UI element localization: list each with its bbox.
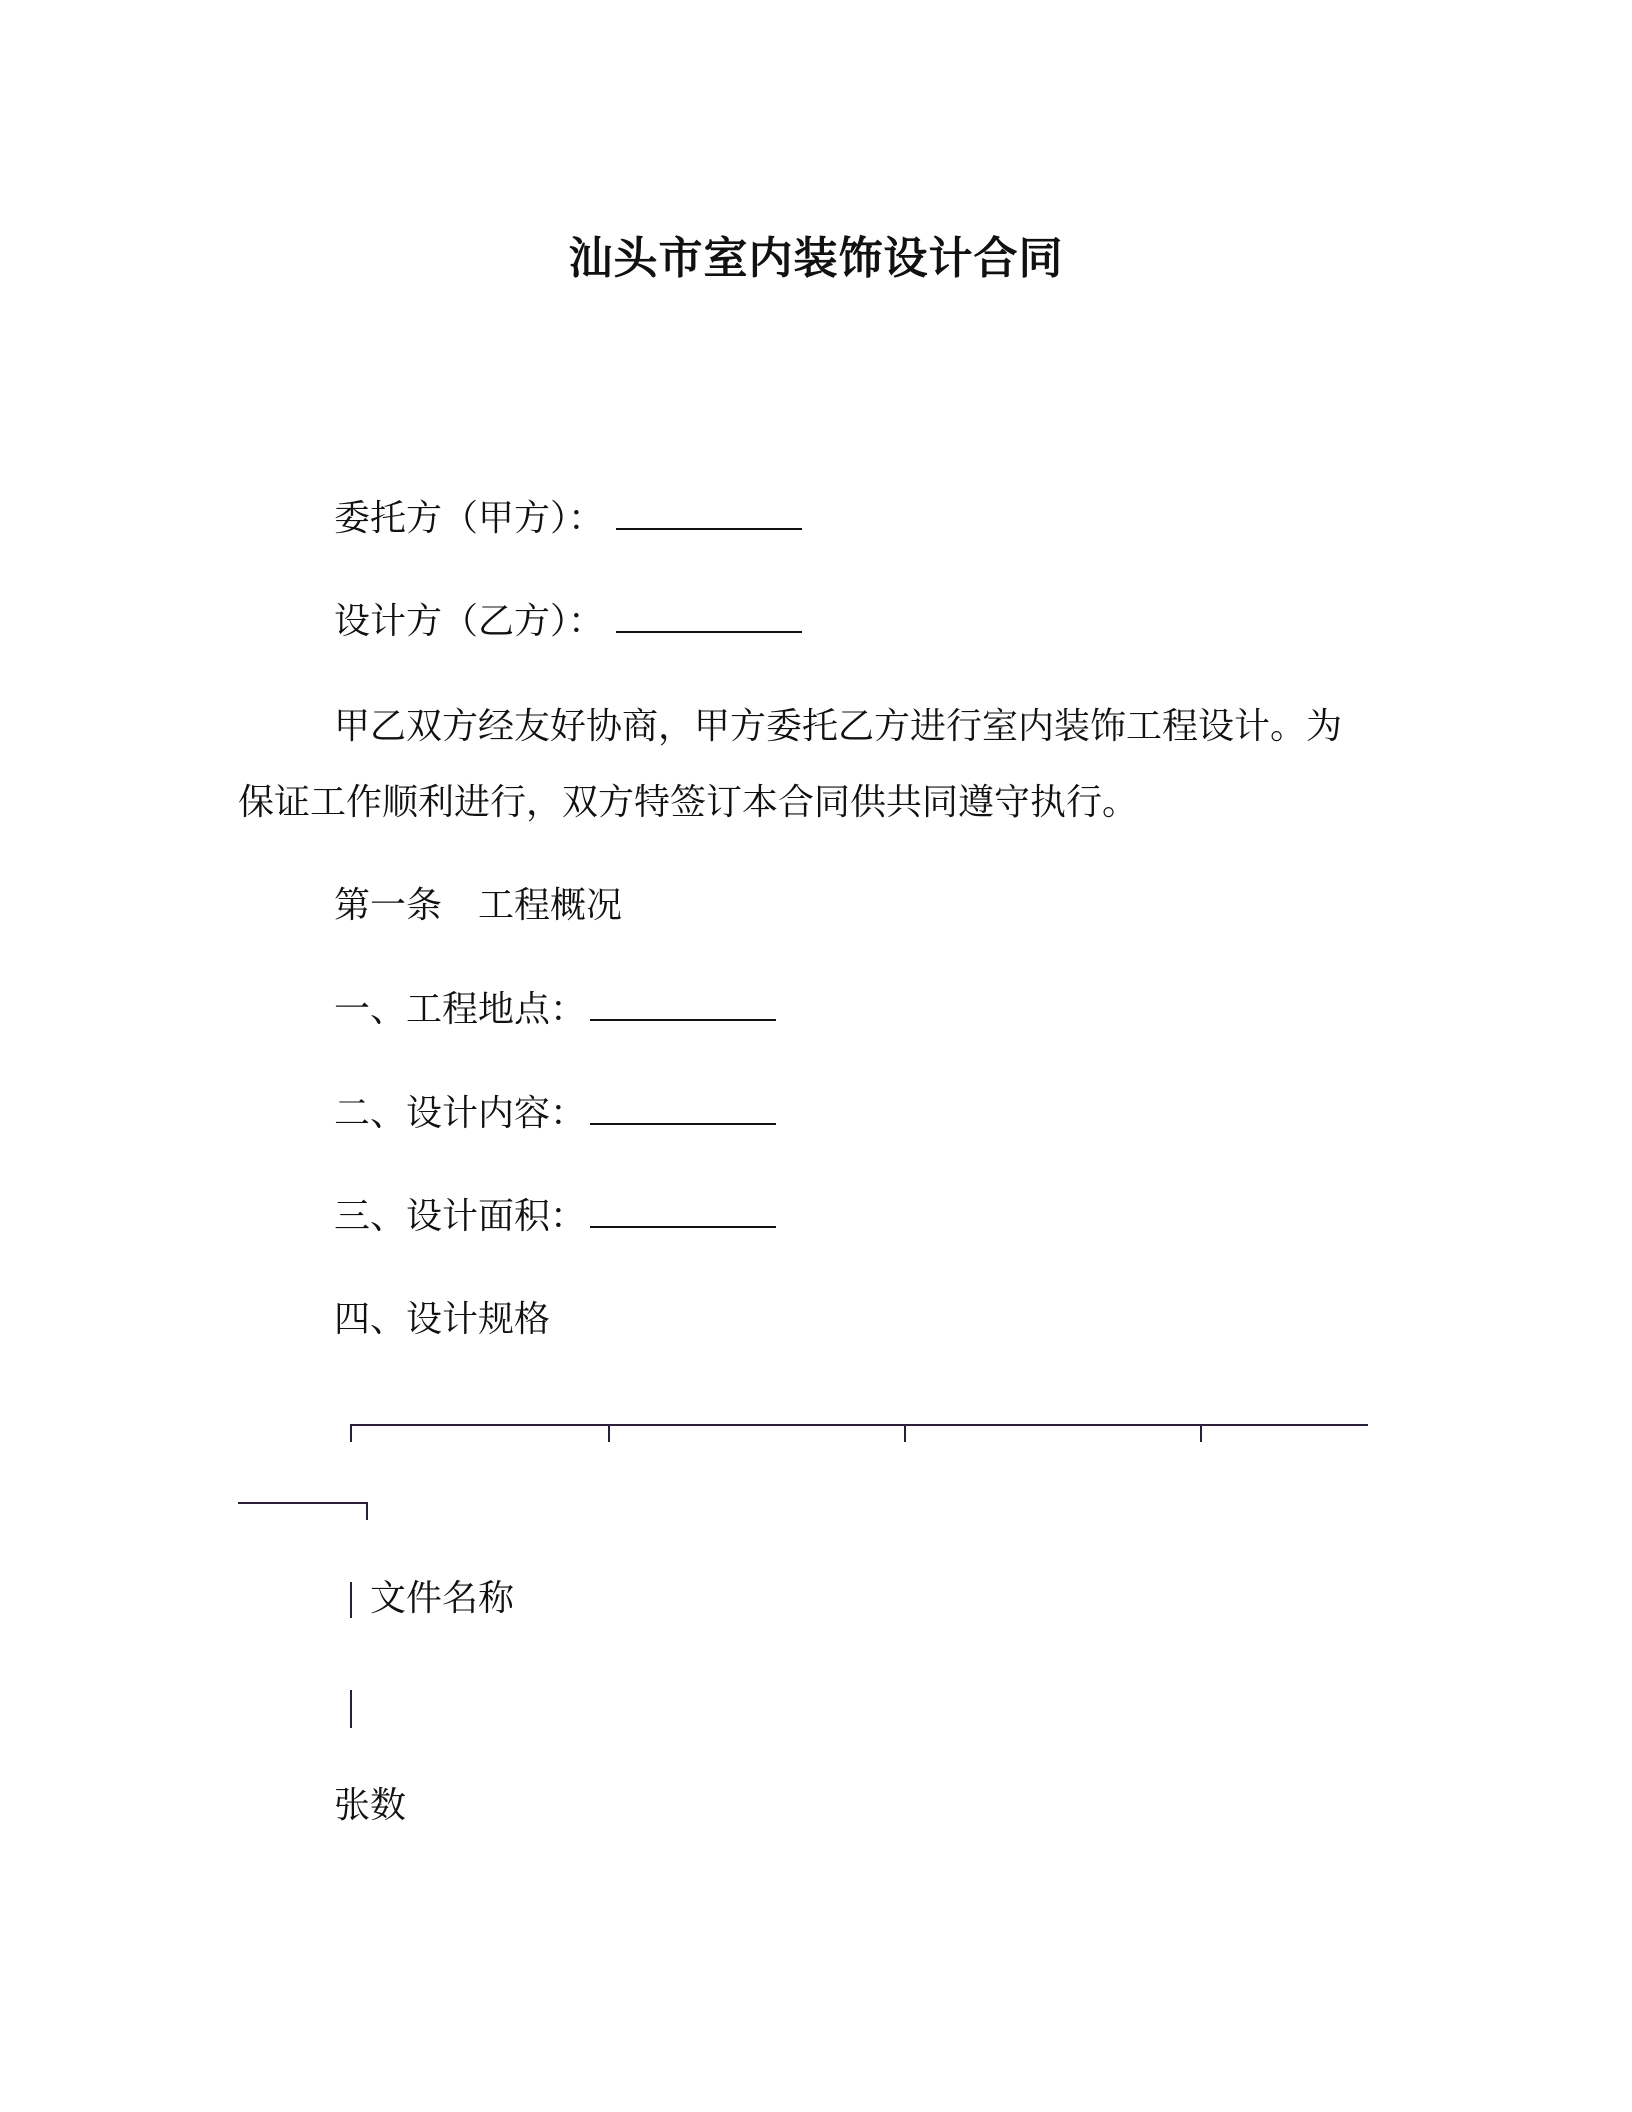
party-b-line [334,600,802,644]
table-second-tick [366,1502,368,1520]
table-tick-2 [608,1424,610,1442]
party-a-label: 委托方（甲方）： [334,498,605,539]
item-2-blank[interactable] [590,1093,776,1125]
table-header-sheets: 张数 [334,1785,407,1826]
item-1-line [334,988,776,1032]
intro-paragraph-line-1: 甲乙双方经友好协商，甲方委托乙方进行室内装饰工程设计。为 [334,706,1343,747]
article-1-heading: 第一条 工程概况 [334,885,623,926]
document-title: 汕头市室内装饰设计合同 [568,233,1064,284]
item-4-line: 四、设计规格 [334,1299,551,1340]
table-second-border [238,1502,368,1504]
party-b-label: 设计方（乙方）： [334,601,605,642]
item-1-blank[interactable] [590,989,776,1021]
table-top-border [350,1424,1368,1426]
table-tick-1 [350,1424,352,1442]
party-a-blank[interactable] [616,498,802,530]
item-1-label: 一、工程地点： [334,989,587,1030]
item-3-line [334,1195,776,1239]
intro-paragraph-line-2: 保证工作顺利进行，双方特签订本合同供共同遵守执行。 [238,782,1139,823]
table-cell-left-border-2 [350,1690,352,1728]
table-cell-left-border-1 [350,1582,352,1618]
item-3-label: 三、设计面积： [334,1196,587,1237]
table-tick-4 [1200,1424,1202,1442]
party-a-line [334,497,802,541]
table-header-file-name: 文件名称 [370,1578,515,1619]
item-2-line [334,1092,776,1136]
party-b-blank[interactable] [616,601,802,633]
item-3-blank[interactable] [590,1196,776,1228]
table-tick-3 [904,1424,906,1442]
item-2-label: 二、设计内容： [334,1093,587,1134]
